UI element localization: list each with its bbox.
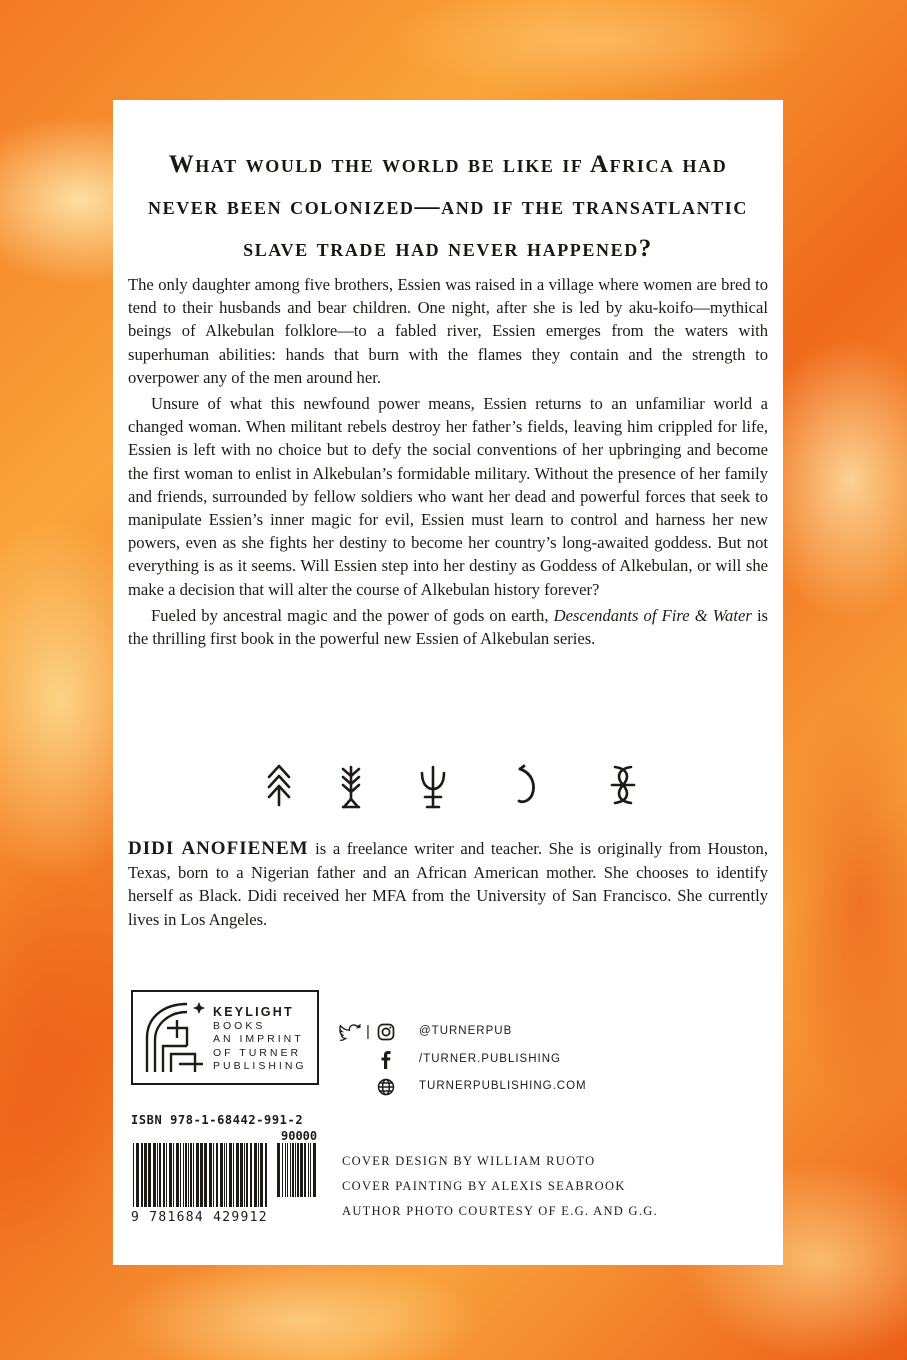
barcode-bar (292, 1143, 294, 1197)
barcode-bar (300, 1143, 303, 1197)
credit-cover-painting: COVER PAINTING BY ALEXIS SEABROOK (342, 1179, 626, 1193)
price-code: 90000 (281, 1129, 318, 1143)
barcode-bar (244, 1143, 245, 1207)
barcode-bar (185, 1143, 187, 1207)
barcode-bar (246, 1143, 248, 1207)
closing-tail: is the thrilling first book in the powerful new Essien of Alkebulan series. (128, 605, 769, 649)
barcode-bar (304, 1143, 306, 1197)
social-separator: | (366, 1023, 371, 1040)
barcode-bar (153, 1143, 156, 1207)
publisher-imprint-line: OF TURNER (213, 1046, 302, 1059)
synopsis-paragraph-closing (128, 604, 768, 650)
synopsis-paragraph: Unsure of what this newfound power means, Essien returns to an unfamiliar world a changed woman. When militant rebels destroy her father’s fields, leaving him crippled for life, Essien is left with no choice but to defy the social conventions of her upbringing and become the first woman to enlist in Alkebulan’s formidable military. Without the presence of her family and friends, surrounded by fellow soldiers who want her dead and powerful forces that seek to manipulate Essien’s inner magic for evil, Essien must learn to control and harness her new powers, even as she fights her destiny to become her country’s long-awaited goddess. But not everything is as it seems. Will Essien step into her destiny as Goddess of Alkebulan, or will she make a decision that will alter the course of Alkebulan history forever? (128, 394, 768, 599)
publisher-imprint-line: AN IMPRINT (213, 1033, 304, 1045)
headline (113, 144, 783, 270)
book-title: Descendants of Fire & Water (553, 605, 752, 625)
barcode-bar (240, 1143, 243, 1207)
barcode-bar (159, 1143, 161, 1207)
publisher-text (213, 1006, 307, 1074)
barcode-bar (310, 1143, 311, 1197)
barcode-bar (290, 1143, 291, 1197)
barcode-bar (136, 1143, 139, 1207)
barcode-bar (226, 1143, 227, 1207)
barcode-bar (313, 1143, 316, 1197)
barcode-block (131, 1113, 319, 1225)
publisher-brand: KEYLIGHT (213, 1005, 294, 1019)
symbol-row (113, 763, 783, 813)
barcode-bar (213, 1143, 214, 1207)
social-handle-facebook[interactable]: /TURNER.PUBLISHING (419, 1053, 561, 1065)
barcode-bar (287, 1143, 288, 1197)
barcode-bar (216, 1143, 218, 1207)
headline-line: What would the world be like if Africa had (168, 151, 728, 178)
barcode-bar (285, 1143, 286, 1197)
barcode-bar (229, 1143, 232, 1207)
barcode-bar (133, 1143, 134, 1207)
keylight-mark-icon (141, 998, 207, 1078)
publisher-imprint-line: PUBLISHING (213, 1060, 307, 1072)
author-bio-text: is a freelance writer and teacher. She is originally from Houston, Texas, born to a Nigerian father and an African American mother. She chooses to identify herself as Black. Didi received her MFA from the University of San Francisco. She currently lives in Los Angeles. (128, 839, 768, 929)
barcode-bar (200, 1143, 203, 1207)
closing-lead: Fueled by ancestral magic and the power of gods on earth, (151, 605, 554, 625)
isbn-label: ISBN 978-1-68442-991-2 (131, 1113, 304, 1127)
barcode-bar (144, 1143, 147, 1207)
barcode-bar (176, 1143, 179, 1207)
barcode-bar (166, 1143, 167, 1207)
tribal-arrow-icon (266, 763, 292, 807)
barcode-bar (188, 1143, 189, 1207)
twitter-icon (339, 1024, 361, 1041)
barcode-bar (196, 1143, 199, 1207)
barcode-bar (163, 1143, 165, 1207)
barcode-bar (297, 1143, 299, 1197)
barcode-bar (265, 1143, 267, 1207)
ean-number: 9 781684 429912 (131, 1210, 268, 1225)
back-cover-panel (113, 100, 783, 1265)
credit-cover-design: COVER DESIGN BY WILLIAM RUOTO (342, 1154, 596, 1168)
instagram-icon (377, 1023, 395, 1041)
barcode-bar (220, 1143, 223, 1207)
credit-author-photo: AUTHOR PHOTO COURTESY OF E.G. AND G.G. (342, 1204, 659, 1218)
barcode-bar (148, 1143, 151, 1207)
barcode-bar (260, 1143, 263, 1207)
tribal-cross-icon (608, 763, 638, 807)
tribal-fork-icon (338, 763, 364, 809)
barcode-bar (250, 1143, 252, 1207)
author-bio (128, 837, 768, 931)
synopsis-paragraph: The only daughter among five brothers, Essien was raised in a village where women are bred to tend to their husbands and bear children. One night, after she is led by aku-koifo—mythical beings of Alkebulan folklore—to a fabled river, Essien emerges from the waters with superhuman abilities: hands that burn with the flames they contain and the strength to overpower any of the men around her. (128, 275, 768, 387)
barcode-bar (157, 1143, 158, 1207)
barcode-bar (183, 1143, 184, 1207)
barcode-bar (193, 1143, 194, 1207)
crescent-hook-icon (514, 763, 540, 807)
barcode-bar (282, 1143, 283, 1197)
barcode-bar (209, 1143, 212, 1207)
globe-icon (377, 1078, 395, 1096)
barcode-bar (308, 1143, 309, 1197)
headline-line: slave trade had never happened? (243, 235, 653, 262)
barcode-bar (141, 1143, 143, 1207)
barcode-bar (190, 1143, 192, 1207)
barcode-bar (173, 1143, 174, 1207)
publisher-logo (131, 990, 319, 1085)
social-handle-twitter[interactable]: @TURNERPUB (419, 1025, 513, 1037)
barcode-bar (258, 1143, 259, 1207)
author-name: DIDI ANOFIENEM (128, 838, 309, 859)
barcode-bar (254, 1143, 257, 1207)
headline-line: never been colonized—and if the transatlantic (147, 193, 748, 220)
barcode-bar (233, 1143, 234, 1207)
barcode-bar (224, 1143, 225, 1207)
facebook-icon (380, 1051, 392, 1069)
barcode-bar (277, 1143, 280, 1197)
barcode-bar (180, 1143, 181, 1207)
synopsis (128, 273, 768, 653)
website-link[interactable]: TURNERPUBLISHING.COM (419, 1080, 587, 1092)
barcode-bar (204, 1143, 207, 1207)
barcode (131, 1143, 319, 1209)
barcode-bar (169, 1143, 172, 1207)
tribal-trident-icon (419, 763, 447, 809)
credits (342, 1149, 658, 1224)
publisher-brand-books: BOOKS (213, 1019, 266, 1032)
barcode-bar (236, 1143, 239, 1207)
barcode-bar (295, 1143, 296, 1197)
